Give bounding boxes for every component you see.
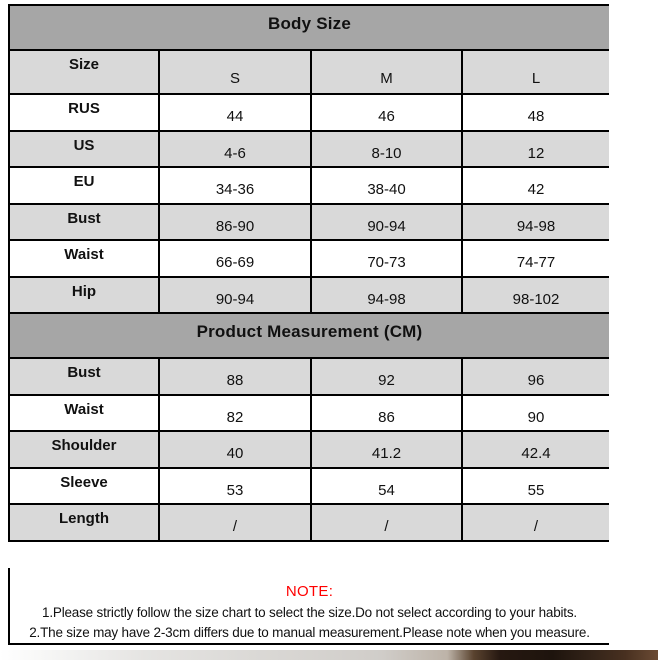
row-label: Waist [10, 241, 160, 276]
row-value: 82 [160, 396, 312, 431]
row-value: 40 [160, 432, 312, 467]
row-label: Bust [10, 205, 160, 240]
table-row [10, 396, 609, 433]
column-header-l: L [531, 69, 541, 87]
row-label: Sleeve [10, 469, 160, 504]
row-label: Bust [10, 359, 160, 394]
row-value: 4-6 [160, 132, 312, 167]
product-photo-edge [0, 650, 658, 660]
row-value: 55 [527, 481, 545, 499]
note-title: NOTE: [285, 583, 334, 600]
row-value: 88 [160, 359, 312, 394]
row-label: RUS [10, 95, 160, 130]
product-measurement-section-header: Product Measurement (CM) [10, 314, 609, 359]
row-value: 41.2 [312, 432, 463, 467]
row-label: EU [10, 168, 160, 203]
row-value: 48 [527, 108, 545, 126]
size-row-label: Size [10, 51, 160, 93]
row-value: 70-73 [312, 241, 463, 276]
row-value: / [312, 505, 463, 540]
row-value: 96 [527, 372, 545, 390]
row-value: 92 [312, 359, 463, 394]
row-value: 66-69 [160, 241, 312, 276]
row-value: 90 [527, 408, 545, 426]
table-row [10, 505, 609, 542]
row-value: 46 [312, 95, 463, 130]
body-size-section-header: Body Size [10, 6, 609, 51]
row-value: 86 [312, 396, 463, 431]
table-row [10, 205, 609, 242]
row-value: 12 [527, 144, 545, 162]
row-value: 90-94 [160, 278, 312, 313]
row-label: Shoulder [10, 432, 160, 467]
size-chart-table [8, 4, 609, 542]
size-header-row [10, 51, 609, 95]
row-value: 74-77 [516, 254, 556, 272]
column-header-s: S [160, 51, 312, 93]
table-row [10, 132, 609, 169]
row-label: US [10, 132, 160, 167]
row-label: Waist [10, 396, 160, 431]
row-value: 38-40 [312, 168, 463, 203]
row-value: / [533, 518, 539, 536]
row-value: 90-94 [312, 205, 463, 240]
row-value: 86-90 [160, 205, 312, 240]
row-label: Hip [10, 278, 160, 313]
table-row [10, 241, 609, 278]
body-size-rows [10, 95, 609, 314]
row-value: 94-98 [516, 217, 556, 235]
note-line-1: 1.Please strictly follow the size chart to select the size.Do not select according to your habits. [42, 605, 577, 620]
table-row [10, 168, 609, 205]
note-line-2: 2.The size may have 2-3cm differs due to manual measurement.Please note when you measure. [29, 625, 590, 640]
product-measurement-rows [10, 359, 609, 542]
row-value: / [160, 505, 312, 540]
row-value: 98-102 [512, 290, 560, 308]
row-value: 8-10 [312, 132, 463, 167]
row-value: 44 [160, 95, 312, 130]
row-value: 54 [312, 469, 463, 504]
column-header-m: M [312, 51, 463, 93]
row-label: Length [10, 505, 160, 540]
table-row [10, 359, 609, 396]
table-row [10, 95, 609, 132]
row-value: 94-98 [312, 278, 463, 313]
row-value: 42.4 [521, 445, 551, 463]
table-row [10, 469, 609, 506]
note-box [8, 568, 609, 645]
row-value: 34-36 [160, 168, 312, 203]
row-value: 42 [527, 181, 545, 199]
row-value: 53 [160, 469, 312, 504]
table-row [10, 278, 609, 315]
table-row [10, 432, 609, 469]
